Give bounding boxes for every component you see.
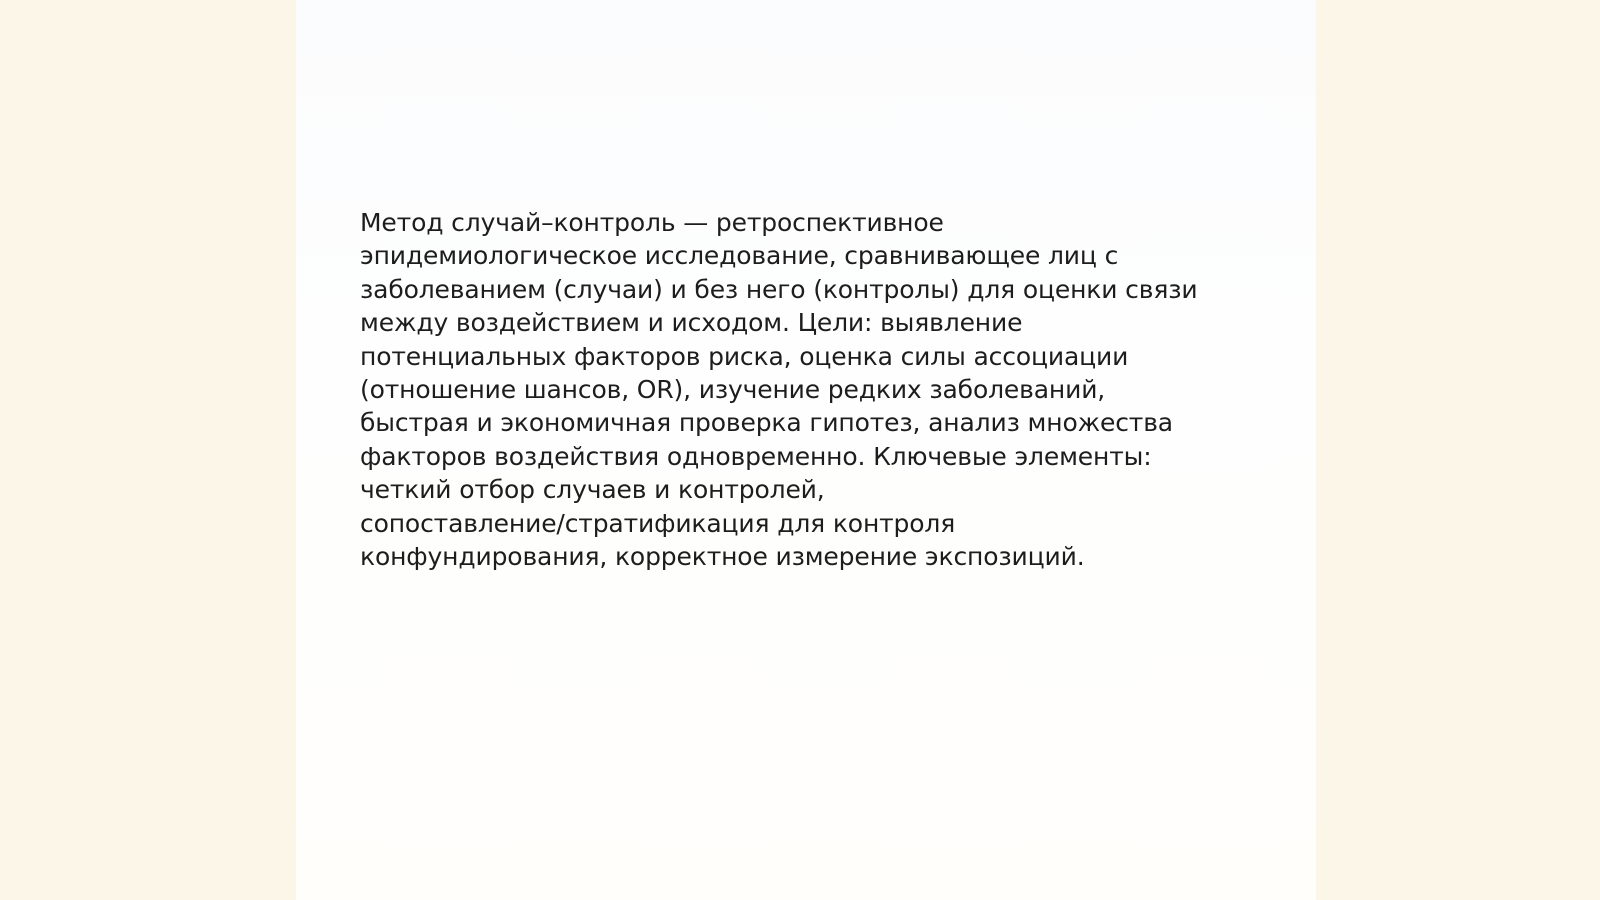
paragraph-line: четкий отбор случаев и контролей, — [360, 475, 825, 505]
paragraph-line: заболеванием (случаи) и без него (контролы) для оценки связи — [360, 274, 1198, 304]
paragraph-line: (отношение шансов, OR), изучение редких заболеваний, — [360, 375, 1106, 405]
right-margin — [1316, 0, 1600, 900]
paragraph-line: факторов воздействия одновременно. Ключевые элементы: — [360, 441, 1152, 471]
paragraph-line: потенциальных факторов риска, оценка силы ассоциации — [360, 341, 1129, 371]
slide — [296, 0, 1316, 900]
left-margin — [0, 0, 296, 900]
paragraph-line: Метод случай–контроль — ретроспективное — [360, 208, 944, 237]
paragraph-line: конфундирования, корректное измерение экспозиций. — [360, 542, 1085, 572]
paragraph-line: эпидемиологическое исследование, сравнивающее лиц с — [360, 241, 1119, 271]
paragraph-line: сопоставление/стратификация для контроля — [360, 508, 956, 538]
paragraph-line: быстрая и экономичная проверка гипотез, анализ множества — [360, 408, 1173, 438]
slide-paragraph — [360, 206, 1250, 573]
paragraph-line: между воздействием и исходом. Цели: выявление — [360, 308, 1023, 338]
